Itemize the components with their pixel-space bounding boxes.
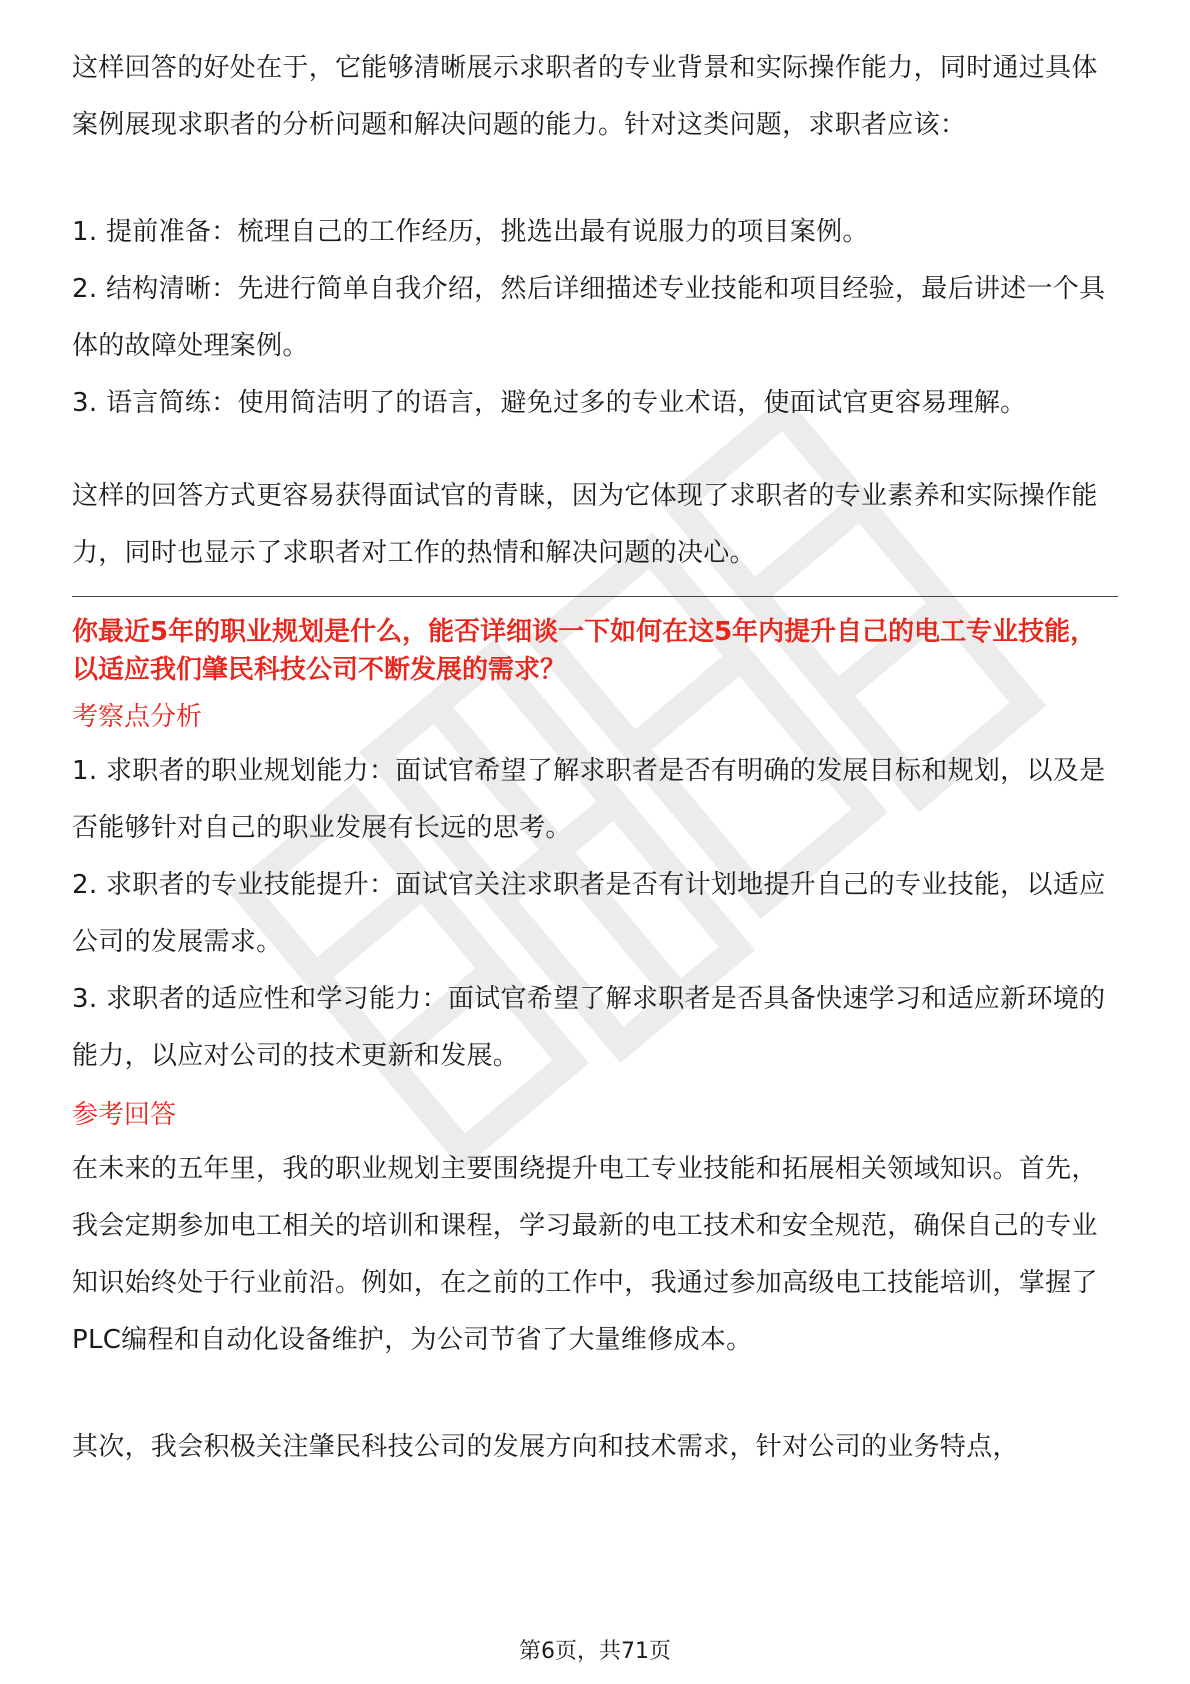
- interview-question: 你最近5年的职业规划是什么，能否详细谈一下如何在这5年内提升自己的电工专业技能，以适应我们肇民科技公司不断发展的需求？: [72, 617, 1097, 685]
- analysis-item: 2. 求职者的专业技能提升：面试官关注求职者是否有计划地提升自己的专业技能，以适应公司的发展需求。: [72, 870, 1106, 957]
- intro-list-item: 1. 提前准备：梳理自己的工作经历，挑选出最有说服力的项目案例。: [72, 217, 869, 247]
- intro-conclusion: 这样的回答方式更容易获得面试官的青睐，因为它体现了求职者的专业素养和实际操作能力，同时也显示了求职者对工作的热情和解决问题的决心。: [72, 481, 1098, 568]
- intro-list-item: 3. 语言简练：使用简洁明了的语言，避免过多的专业术语，使面试官更容易理解。: [72, 388, 1027, 418]
- page-number: 第6页，共71页: [519, 1639, 671, 1664]
- analysis-item: 3. 求职者的适应性和学习能力：面试官希望了解求职者是否具备快速学习和适应新环境的能力，以应对公司的技术更新和发展。: [72, 984, 1106, 1071]
- intro-list-item: 2. 结构清晰：先进行简单自我介绍，然后详细描述专业技能和项目经验，最后讲述一个具体的故障处理案例。: [72, 274, 1106, 361]
- intro-paragraph: 这样回答的好处在于，它能够清晰展示求职者的专业背景和实际操作能力，同时通过具体案例展现求职者的分析问题和解决问题的能力。针对这类问题，求职者应该：: [72, 53, 1098, 140]
- analysis-item: 1. 求职者的职业规划能力：面试官希望了解求职者是否有明确的发展目标和规划，以及是否能够针对自己的职业发展有长远的思考。: [72, 756, 1106, 843]
- section-divider: [72, 596, 1118, 597]
- analysis-heading: 考察点分析: [72, 702, 203, 732]
- document-page: [72, 40, 1118, 1476]
- answer-paragraph: 在未来的五年里，我的职业规划主要围绕提升电工专业技能和拓展相关领域知识。首先，我会定期参加电工相关的培训和课程，学习最新的电工技术和安全规范，确保自己的专业知识始终处于行业前沿。例如，在之前的工作中，我通过参加高级电工技能培训，掌握了PLC编程和自动化设备维护，为公司节省了大量维修成本。: [72, 1154, 1098, 1355]
- answer-paragraph: 其次，我会积极关注肇民科技公司的发展方向和技术需求，针对公司的业务特点，: [72, 1432, 1019, 1462]
- answer-heading: 参考回答: [72, 1100, 177, 1130]
